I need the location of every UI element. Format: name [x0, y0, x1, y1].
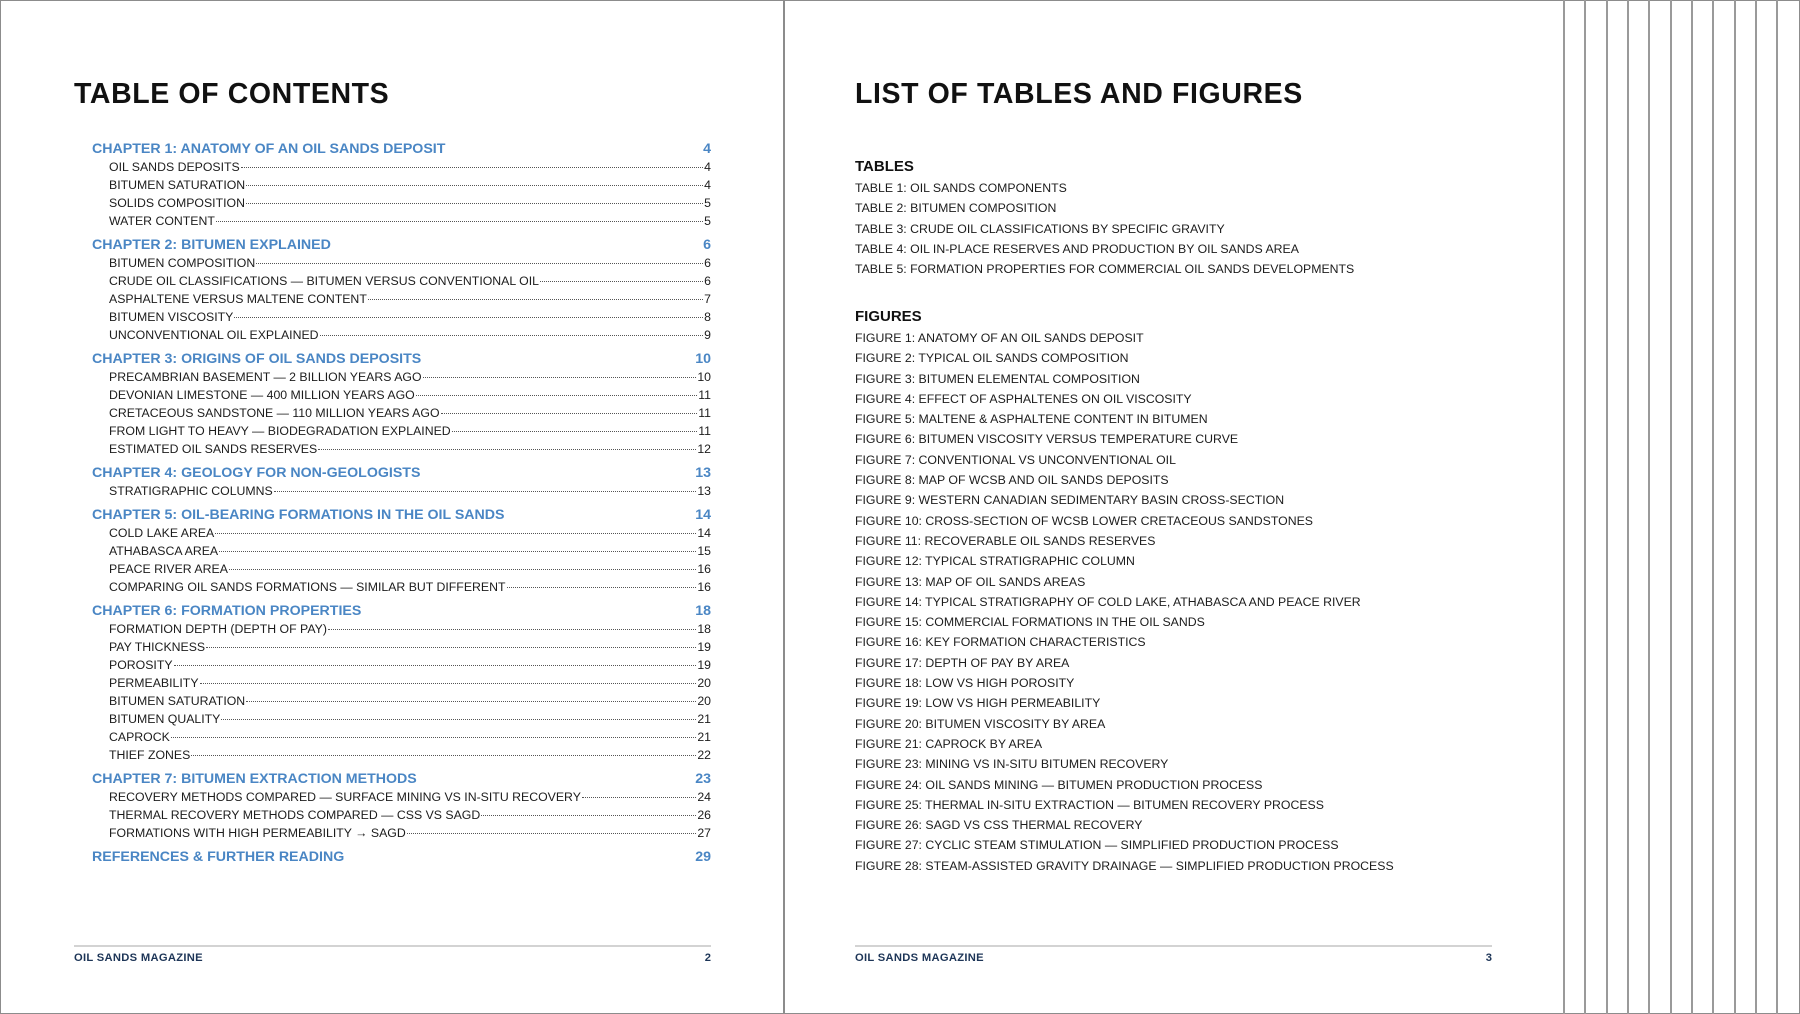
entry-title: THIEF ZONES	[109, 748, 191, 762]
dot-leader	[407, 833, 697, 834]
toc-chapter-link[interactable]	[92, 140, 711, 158]
dot-leader	[507, 587, 697, 588]
entry-page-number: 19	[697, 640, 711, 654]
footer-page-number: 3	[1485, 952, 1492, 964]
left-page	[74, 0, 711, 1014]
figure-list-item[interactable]: FIGURE 13: MAP OF OIL SANDS AREAS	[855, 574, 1086, 589]
figure-list-item[interactable]: FIGURE 1: ANATOMY OF AN OIL SANDS DEPOSIT	[855, 331, 1144, 345]
dot-leader	[441, 413, 698, 414]
stacked-page-edges	[1563, 0, 1800, 1014]
dot-leader	[318, 449, 696, 450]
dot-leader	[229, 569, 696, 570]
figure-list-item[interactable]: FIGURE 11: RECOVERABLE OIL SANDS RESERVES	[855, 533, 1156, 548]
chapter-title: CHAPTER 6: FORMATION PROPERTIES	[92, 603, 362, 619]
dot-leader	[256, 263, 703, 264]
dot-leader	[191, 755, 696, 756]
toc-chapter-link[interactable]	[92, 848, 711, 866]
entry-title: STRATIGRAPHIC COLUMNS	[109, 484, 273, 498]
dot-leader	[368, 299, 703, 300]
toc-entry-link[interactable]	[92, 158, 711, 176]
figure-list-item[interactable]: FIGURE 12: TYPICAL STRATIGRAPHIC COLUMN	[855, 554, 1135, 569]
dot-leader	[582, 797, 696, 798]
toc-entry-link[interactable]	[92, 308, 711, 326]
entry-title: FORMATION DEPTH (DEPTH OF PAY)	[109, 622, 327, 636]
entry-title: ESTIMATED OIL SANDS RESERVES	[109, 442, 318, 456]
figure-list-item[interactable]: FIGURE 18: LOW VS HIGH POROSITY	[855, 676, 1075, 691]
table-list-item[interactable]: TABLE 5: FORMATION PROPERTIES FOR COMMERCIAL OIL SANDS DEVELOPMENTS	[855, 262, 1355, 277]
toc-entry-link[interactable]	[92, 806, 711, 824]
entry-title: ATHABASCA AREA	[109, 544, 219, 558]
toc-entry-link[interactable]	[92, 194, 711, 212]
footer-publication-name: OIL SANDS MAGAZINE	[855, 952, 984, 964]
page-edge-line	[1691, 0, 1693, 1014]
figure-list-item[interactable]: FIGURE 4: EFFECT OF ASPHALTENES ON OIL VISCOSITY	[855, 391, 1192, 406]
dot-leader	[328, 629, 696, 630]
figure-list-item[interactable]: FIGURE 2: TYPICAL OIL SANDS COMPOSITION	[855, 351, 1129, 366]
entry-page-number: 26	[697, 808, 711, 822]
chapter-page-number: 10	[695, 351, 711, 367]
entry-title: RECOVERY METHODS COMPARED — SURFACE MINING VS IN-SITU RECOVERY	[109, 790, 581, 804]
entry-page-number: 11	[698, 388, 711, 402]
figure-list-item[interactable]: FIGURE 14: TYPICAL STRATIGRAPHY OF COLD LAKE, ATHABASCA AND PEACE RIVER	[855, 594, 1361, 609]
tables-list	[855, 178, 1492, 279]
page-title: LIST OF TABLES AND FIGURES	[855, 78, 1303, 110]
toc-entry-link[interactable]	[92, 440, 711, 458]
figure-list-item[interactable]: FIGURE 21: CAPROCK BY AREA	[855, 736, 1043, 751]
entry-page-number: 22	[697, 748, 711, 762]
toc-entry-link[interactable]	[92, 638, 711, 656]
entry-page-number: 18	[697, 622, 711, 636]
figure-list-item[interactable]: FIGURE 28: STEAM-ASSISTED GRAVITY DRAINAGE — SIMPLIFIED PRODUCTION PROCESS	[855, 858, 1394, 873]
toc-entry-link[interactable]	[92, 788, 711, 806]
toc-entry-link[interactable]	[92, 290, 711, 308]
toc-chapter-link[interactable]	[92, 350, 711, 368]
toc-entry-link[interactable]	[92, 710, 711, 728]
dot-leader	[246, 203, 703, 204]
toc-entry-link[interactable]	[92, 578, 711, 596]
toc-entry-link[interactable]	[92, 176, 711, 194]
entry-page-number: 9	[704, 328, 711, 342]
dot-leader	[174, 665, 697, 666]
entry-title: PRECAMBRIAN BASEMENT — 2 BILLION YEARS AGO	[109, 370, 422, 384]
chapter-title: CHAPTER 5: OIL-BEARING FORMATIONS IN THE OIL SANDS	[92, 507, 505, 523]
figure-list-item[interactable]: FIGURE 24: OIL SANDS MINING — BITUMEN PRODUCTION PROCESS	[855, 777, 1263, 792]
chapter-page-number: 4	[703, 141, 711, 157]
entry-title: THERMAL RECOVERY METHODS COMPARED — CSS VS SAGD	[109, 808, 481, 822]
page-edge-line	[1648, 0, 1650, 1014]
entry-page-number: 21	[697, 730, 711, 744]
entry-title: CRETACEOUS SANDSTONE — 110 MILLION YEARS AGO	[109, 406, 440, 420]
toc-entry-link[interactable]	[92, 620, 711, 638]
toc-entry-link[interactable]	[92, 746, 711, 764]
figure-list-item[interactable]: FIGURE 23: MINING VS IN-SITU BITUMEN RECOVERY	[855, 757, 1169, 772]
entry-title: BITUMEN VISCOSITY	[109, 310, 234, 324]
entry-page-number: 16	[697, 562, 711, 576]
dot-leader	[423, 377, 697, 378]
figure-list-item[interactable]: FIGURE 19: LOW VS HIGH PERMEABILITY	[855, 696, 1101, 711]
page-edge-line	[1755, 0, 1757, 1014]
entry-title: CAPROCK	[109, 730, 170, 744]
entry-page-number: 20	[697, 694, 711, 708]
entry-title: OIL SANDS DEPOSITS	[109, 160, 240, 174]
figures-heading: FIGURES	[855, 308, 922, 325]
toc-entry-link[interactable]	[92, 254, 711, 272]
page-title: TABLE OF CONTENTS	[74, 78, 390, 110]
figure-list-item[interactable]: FIGURE 6: BITUMEN VISCOSITY VERSUS TEMPERATURE CURVE	[855, 432, 1239, 447]
chapter-title: CHAPTER 2: BITUMEN EXPLAINED	[92, 237, 331, 253]
table-list-item[interactable]: TABLE 1: OIL SANDS COMPONENTS	[855, 181, 1067, 195]
chapter-page-number: 23	[695, 771, 711, 787]
dot-leader	[246, 185, 703, 186]
figure-list-item[interactable]: FIGURE 27: CYCLIC STEAM STIMULATION — SIMPLIFIED PRODUCTION PROCESS	[855, 838, 1339, 853]
chapter-page-number: 18	[695, 603, 711, 619]
dot-leader	[246, 701, 696, 702]
entry-title: COLD LAKE AREA	[109, 526, 215, 540]
entry-title: BITUMEN SATURATION	[109, 694, 246, 708]
entry-page-number: 6	[704, 256, 711, 270]
entry-page-number: 7	[704, 292, 711, 306]
toc-entry-link[interactable]	[92, 386, 711, 404]
footer-divider	[74, 945, 711, 947]
toc-entry-link[interactable]	[92, 212, 711, 230]
page-edge-line	[1734, 0, 1736, 1014]
entry-page-number: 5	[704, 214, 711, 228]
entry-page-number: 14	[697, 526, 711, 540]
figure-list-item[interactable]: FIGURE 7: CONVENTIONAL VS UNCONVENTIONAL OIL	[855, 452, 1176, 467]
dot-leader	[219, 551, 696, 552]
entry-title: BITUMEN QUALITY	[109, 712, 221, 726]
toc-chapter-link[interactable]	[92, 464, 711, 482]
entry-title: UNCONVENTIONAL OIL EXPLAINED	[109, 328, 319, 342]
dot-leader	[416, 395, 698, 396]
dot-leader	[452, 431, 698, 432]
table-list-item[interactable]: TABLE 3: CRUDE OIL CLASSIFICATIONS BY SPECIFIC GRAVITY	[855, 221, 1225, 236]
entry-page-number: 11	[698, 424, 711, 438]
entry-page-number: 4	[704, 178, 711, 192]
entry-page-number: 5	[704, 196, 711, 210]
entry-page-number: 24	[697, 790, 711, 804]
footer-page-number: 2	[704, 952, 711, 964]
dot-leader	[274, 491, 697, 492]
entry-title: PEACE RIVER AREA	[109, 562, 228, 576]
toc-entry-link[interactable]	[92, 692, 711, 710]
toc-entry-link[interactable]	[92, 728, 711, 746]
dot-leader	[171, 737, 697, 738]
dot-leader	[215, 533, 696, 534]
entry-title: PERMEABILITY	[109, 676, 199, 690]
figure-list-item[interactable]: FIGURE 9: WESTERN CANADIAN SEDIMENTARY BASIN CROSS-SECTION	[855, 493, 1285, 508]
figure-list-item[interactable]: FIGURE 20: BITUMEN VISCOSITY BY AREA	[855, 716, 1106, 731]
entry-page-number: 12	[697, 442, 711, 456]
chapter-title: CHAPTER 7: BITUMEN EXTRACTION METHODS	[92, 771, 417, 787]
right-page	[855, 0, 1492, 1014]
entry-title: DEVONIAN LIMESTONE — 400 MILLION YEARS AGO	[109, 388, 415, 402]
entry-title: FROM LIGHT TO HEAVY — BIODEGRADATION EXPLAINED	[109, 424, 451, 438]
chapter-page-number: 13	[695, 465, 711, 481]
toc-entry-link[interactable]	[92, 422, 711, 440]
page-edge-line	[1776, 0, 1778, 1014]
toc-entry-link[interactable]	[92, 656, 711, 674]
chapter-title: REFERENCES & FURTHER READING	[92, 849, 345, 865]
figure-list-item[interactable]: FIGURE 26: SAGD VS CSS THERMAL RECOVERY	[855, 818, 1143, 833]
entry-title: SOLIDS COMPOSITION	[109, 196, 245, 210]
entry-page-number: 21	[697, 712, 711, 726]
table-of-contents	[92, 140, 711, 866]
dot-leader	[540, 281, 703, 282]
page-edge-line	[1584, 0, 1586, 1014]
figure-list-item[interactable]: FIGURE 25: THERMAL IN-SITU EXTRACTION — BITUMEN RECOVERY PROCESS	[855, 797, 1324, 812]
toc-entry-link[interactable]	[92, 560, 711, 578]
toc-chapter-link[interactable]	[92, 236, 711, 254]
dot-leader	[481, 815, 696, 816]
figure-list-item[interactable]: FIGURE 15: COMMERCIAL FORMATIONS IN THE OIL SANDS	[855, 615, 1205, 630]
entry-title: PAY THICKNESS	[109, 640, 206, 654]
entry-page-number: 11	[698, 406, 711, 420]
chapter-page-number: 6	[703, 237, 711, 253]
entry-title: COMPARING OIL SANDS FORMATIONS — SIMILAR BUT DIFFERENT	[109, 580, 506, 594]
entry-page-number: 4	[704, 160, 711, 174]
entry-title: CRUDE OIL CLASSIFICATIONS — BITUMEN VERSUS CONVENTIONAL OIL	[109, 274, 540, 288]
figure-list-item[interactable]: FIGURE 3: BITUMEN ELEMENTAL COMPOSITION	[855, 371, 1140, 386]
page-edge-line	[1670, 0, 1672, 1014]
toc-chapter-link[interactable]	[92, 506, 711, 524]
chapter-title: CHAPTER 4: GEOLOGY FOR NON-GEOLOGISTS	[92, 465, 421, 481]
dot-leader	[206, 647, 696, 648]
book-spine	[783, 0, 785, 1014]
entry-page-number: 10	[697, 370, 711, 384]
dot-leader	[216, 221, 703, 222]
figures-list	[855, 328, 1492, 876]
entry-title: WATER CONTENT	[109, 214, 215, 228]
chapter-page-number: 29	[695, 849, 711, 865]
toc-entry-link[interactable]	[92, 368, 711, 386]
entry-title: POROSITY	[109, 658, 173, 672]
figure-list-item[interactable]: FIGURE 17: DEPTH OF PAY BY AREA	[855, 655, 1070, 670]
figure-list-item[interactable]: FIGURE 5: MALTENE & ASPHALTENE CONTENT IN BITUMEN	[855, 412, 1208, 427]
entry-page-number: 13	[697, 484, 711, 498]
entry-title: ASPHALTENE VERSUS MALTENE CONTENT	[109, 292, 367, 306]
page-edge-line	[1712, 0, 1714, 1014]
footer-divider	[855, 945, 1492, 947]
table-list-item[interactable]: TABLE 4: OIL IN-PLACE RESERVES AND PRODUCTION BY OIL SANDS AREA	[855, 241, 1299, 256]
figure-list-item[interactable]: FIGURE 8: MAP OF WCSB AND OIL SANDS DEPOSITS	[855, 473, 1169, 488]
toc-entry-link[interactable]	[92, 674, 711, 692]
figures-section	[855, 306, 1492, 876]
toc-entry-link[interactable]	[92, 326, 711, 344]
footer-publication-name: OIL SANDS MAGAZINE	[74, 952, 203, 964]
entry-page-number: 15	[697, 544, 711, 558]
figure-list-item[interactable]: FIGURE 10: CROSS-SECTION OF WCSB LOWER CRETACEOUS SANDSTONES	[855, 513, 1314, 528]
toc-entry-link[interactable]	[92, 542, 711, 560]
toc-chapter-link[interactable]	[92, 770, 711, 788]
page-edge-line	[1563, 0, 1565, 1014]
entry-title: FORMATIONS WITH HIGH PERMEABILITY → SAGD	[109, 826, 406, 840]
entry-page-number: 27	[697, 826, 711, 840]
table-list-item[interactable]: TABLE 2: BITUMEN COMPOSITION	[855, 201, 1057, 216]
chapter-title: CHAPTER 1: ANATOMY OF AN OIL SANDS DEPOSIT	[92, 141, 446, 157]
toc-entry-link[interactable]	[92, 404, 711, 422]
toc-entry-link[interactable]	[92, 524, 711, 542]
figure-list-item[interactable]: FIGURE 16: KEY FORMATION CHARACTERISTICS	[855, 635, 1146, 650]
dot-leader	[200, 683, 697, 684]
entry-page-number: 8	[704, 310, 711, 324]
entry-title: BITUMEN COMPOSITION	[109, 256, 256, 270]
entry-page-number: 19	[697, 658, 711, 672]
chapter-page-number: 14	[695, 507, 711, 523]
tables-heading: TABLES	[855, 158, 914, 175]
entry-title: BITUMEN SATURATION	[109, 178, 246, 192]
entry-page-number: 6	[704, 274, 711, 288]
tables-section	[855, 156, 1492, 279]
toc-entry-link[interactable]	[92, 272, 711, 290]
dot-leader	[234, 317, 703, 318]
toc-chapter-link[interactable]	[92, 602, 711, 620]
toc-entry-link[interactable]	[92, 824, 711, 842]
toc-entry-link[interactable]	[92, 482, 711, 500]
dot-leader	[221, 719, 696, 720]
chapter-title: CHAPTER 3: ORIGINS OF OIL SANDS DEPOSITS	[92, 351, 422, 367]
entry-page-number: 20	[697, 676, 711, 690]
dot-leader	[241, 167, 703, 168]
page-edge-line	[1606, 0, 1608, 1014]
entry-page-number: 16	[697, 580, 711, 594]
dot-leader	[320, 335, 704, 336]
page-edge-line	[1627, 0, 1629, 1014]
